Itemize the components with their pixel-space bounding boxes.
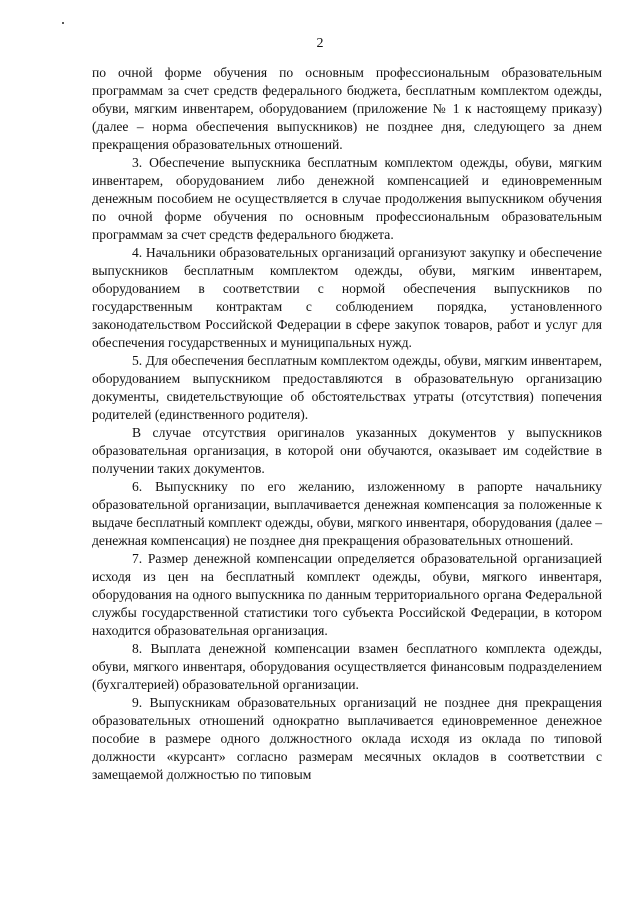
paragraph-7: 7. Размер денежной компенсации определяется образовательной организацией исходя из цен на бесплатный комплект одежды, обуви, мягкого инвентаря, оборудования на одного выпускника по данным территориального органа Федеральной службы государственной статистики того субъекта Российской Федерации, в котором находится образовательная организация. xyxy=(92,551,602,638)
scan-speck xyxy=(62,22,64,24)
paragraph-4: 4. Начальники образовательных организаций организуют закупку и обеспечение выпускников бесплатным комплектом одежды, обуви, мягким инвентарем, оборудованием в соответствии с нормой обеспечения выпускников по государственным контрактам с соблюдением порядка, установленного законодательством Российской Федерации в сфере закупок товаров, работ и услуг для обеспечения государственных и муниципальных нужд. xyxy=(92,245,602,350)
paragraph-5: 5. Для обеспечения бесплатным комплектом одежды, обуви, мягким инвентарем, оборудованием выпускником предоставляются в образовательную организацию документы, свидетельствующие об обстоятельствах утраты (отсутствия) попечения родителей (единственного родителя). xyxy=(92,353,602,422)
paragraph-6: 6. Выпускнику по его желанию, изложенному в рапорте начальнику образовательной организации, выплачивается денежная компенсация за положенные к выдаче бесплатный комплект одежды, обуви, мягкого инвентаря, оборудования (далее – денежная компенсация) не позднее дня прекращения образовательных отношений. xyxy=(92,479,602,548)
paragraph-3: 3. Обеспечение выпускника бесплатным комплектом одежды, обуви, мягким инвентарем, оборудованием либо денежной компенсацией и единовременным денежным пособием не осуществляется в случае продолжения выпускником обучения по очной форме обучения по основным профессиональным образовательным программам за счет средств федерального бюджета. xyxy=(92,155,602,242)
paragraph-9: 9. Выпускникам образовательных организаций не позднее дня прекращения образовательных отношений однократно выплачивается единовременное денежное пособие в размере одного должностного оклада исходя из оклада по типовой должности «курсант» согласно размерам месячных окладов в соответствии с замещаемой должностью по типовым xyxy=(92,695,602,782)
document-body xyxy=(92,64,602,784)
paragraph-continuation: по очной форме обучения по основным профессиональным образовательным программам за счет средств федерального бюджета, бесплатным комплектом одежды, обуви, мягким инвентарем, оборудованием (приложение № 1 к настоящему приказу) (далее – норма обеспечения выпускников) не позднее дня, следующего за днем прекращения образовательных отношений. xyxy=(92,65,602,152)
page-number: 2 xyxy=(316,36,324,51)
paragraph-8: 8. Выплата денежной компенсации взамен бесплатного комплекта одежды, обуви, мягкого инвентаря, оборудования осуществляется финансовым подразделением (бухгалтерией) образовательной организации. xyxy=(92,641,602,692)
paragraph-5-addendum: В случае отсутствия оригиналов указанных документов у выпускников образовательная организация, в которой они обучаются, оказывает им содействие в получении таких документов. xyxy=(92,425,602,476)
